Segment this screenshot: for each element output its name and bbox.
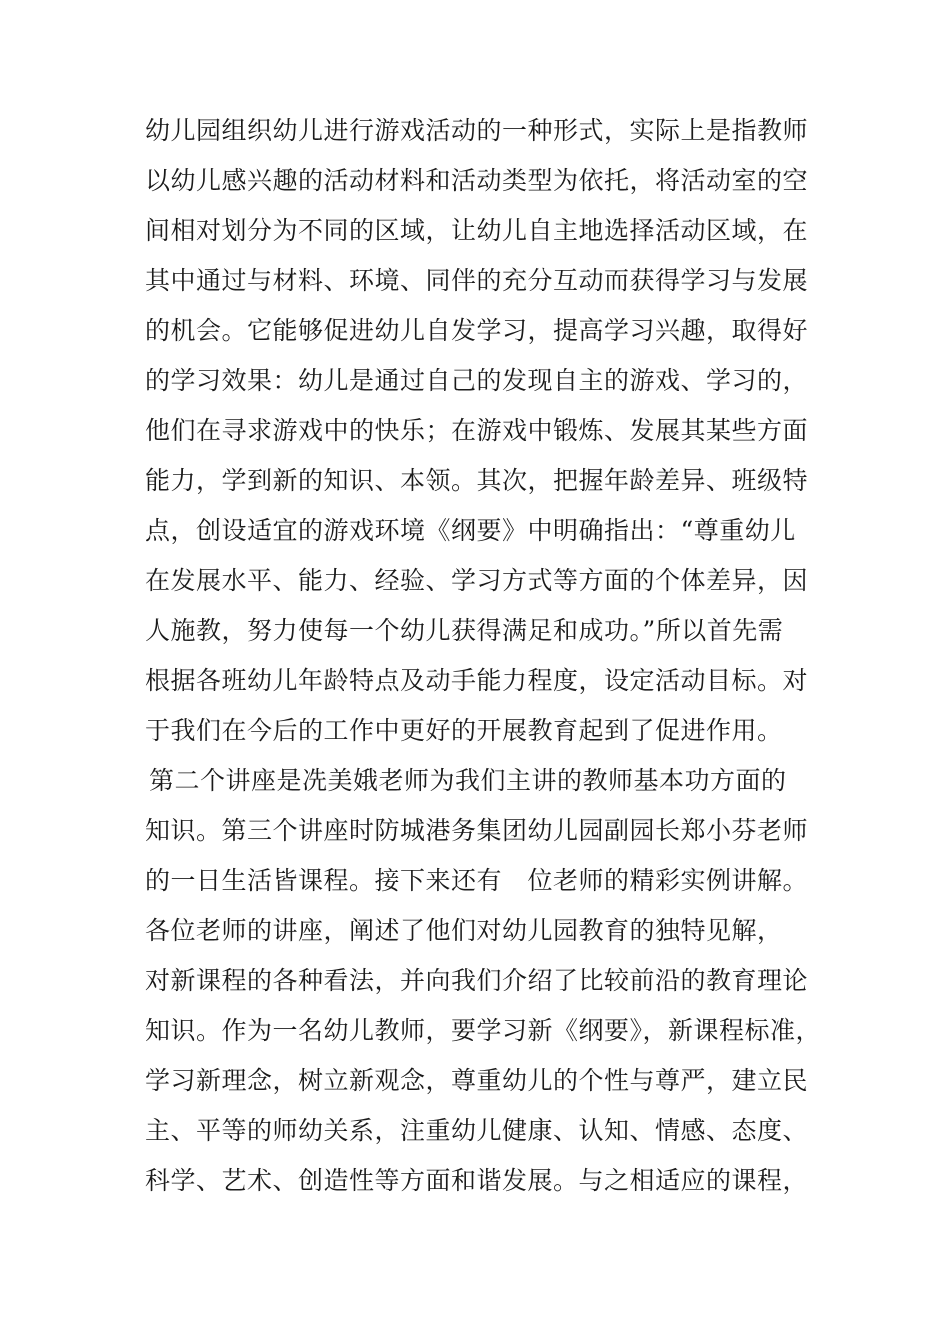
text-line: 其中通过与材料、环境、同伴的充分互动而获得学习与发展 — [145, 266, 809, 295]
text-line: 对新课程的各种看法，并向我们介绍了比较前沿的教育理论 — [145, 966, 809, 995]
text-line: 知识。第三个讲座时防城港务集团幼儿园副园长郑小芬老师 — [145, 816, 809, 845]
text-line: 在发展水平、能力、经验、学习方式等方面的个体差异，因 — [145, 566, 809, 595]
text-line: 幼儿园组织幼儿进行游戏活动的一种形式，实际上是指教师 — [145, 116, 809, 145]
text-line: 主、平等的师幼关系，注重幼儿健康、认知、情感、态度、 — [145, 1116, 809, 1145]
text-line: 点，创设适宜的游戏环境《纲要》中明确指出：“尊重幼儿 — [145, 516, 796, 545]
text-line: 各位老师的讲座，阐述了他们对幼儿园教育的独特见解， — [145, 916, 783, 945]
text-line: 的一日生活皆课程。接下来还有 位老师的精彩实例讲解。 — [145, 866, 809, 895]
text-line: 根据各班幼儿年龄特点及动手能力程度，设定活动目标。对 — [145, 666, 809, 695]
body-text — [145, 106, 825, 1206]
text-line: 学习新理念，树立新观念，尊重幼儿的个性与尊严，建立民 — [145, 1066, 809, 1095]
text-line: 的学习效果：幼儿是通过自己的发现自主的游戏、学习的， — [145, 366, 809, 395]
text-line: 知识。作为一名幼儿教师，要学习新《纲要》，新课程标准， — [145, 1016, 822, 1045]
text-line: 科学、艺术、创造性等方面和谐发展。与之相适应的课程， — [145, 1166, 809, 1195]
text-line: 第二个讲座是冼美娥老师为我们主讲的教师基本功方面的 — [149, 766, 787, 795]
text-line: 间相对划分为不同的区域，让幼儿自主地选择活动区域，在 — [145, 216, 809, 245]
text-line: 他们在寻求游戏中的快乐；在游戏中锻炼、发展其某些方面 — [145, 416, 809, 445]
text-line: 能力，学到新的知识、本领。其次，把握年龄差异、班级特 — [145, 466, 809, 495]
text-line: 以幼儿感兴趣的活动材料和活动类型为依托，将活动室的空 — [145, 166, 809, 195]
text-line: 的机会。它能够促进幼儿自发学习，提高学习兴趣，取得好 — [145, 316, 809, 345]
text-line: 人施教，努力使每一个幼儿获得满足和成功。”所以首先需 — [145, 616, 784, 645]
text-line: 于我们在今后的工作中更好的开展教育起到了促进作用。 — [145, 716, 783, 745]
